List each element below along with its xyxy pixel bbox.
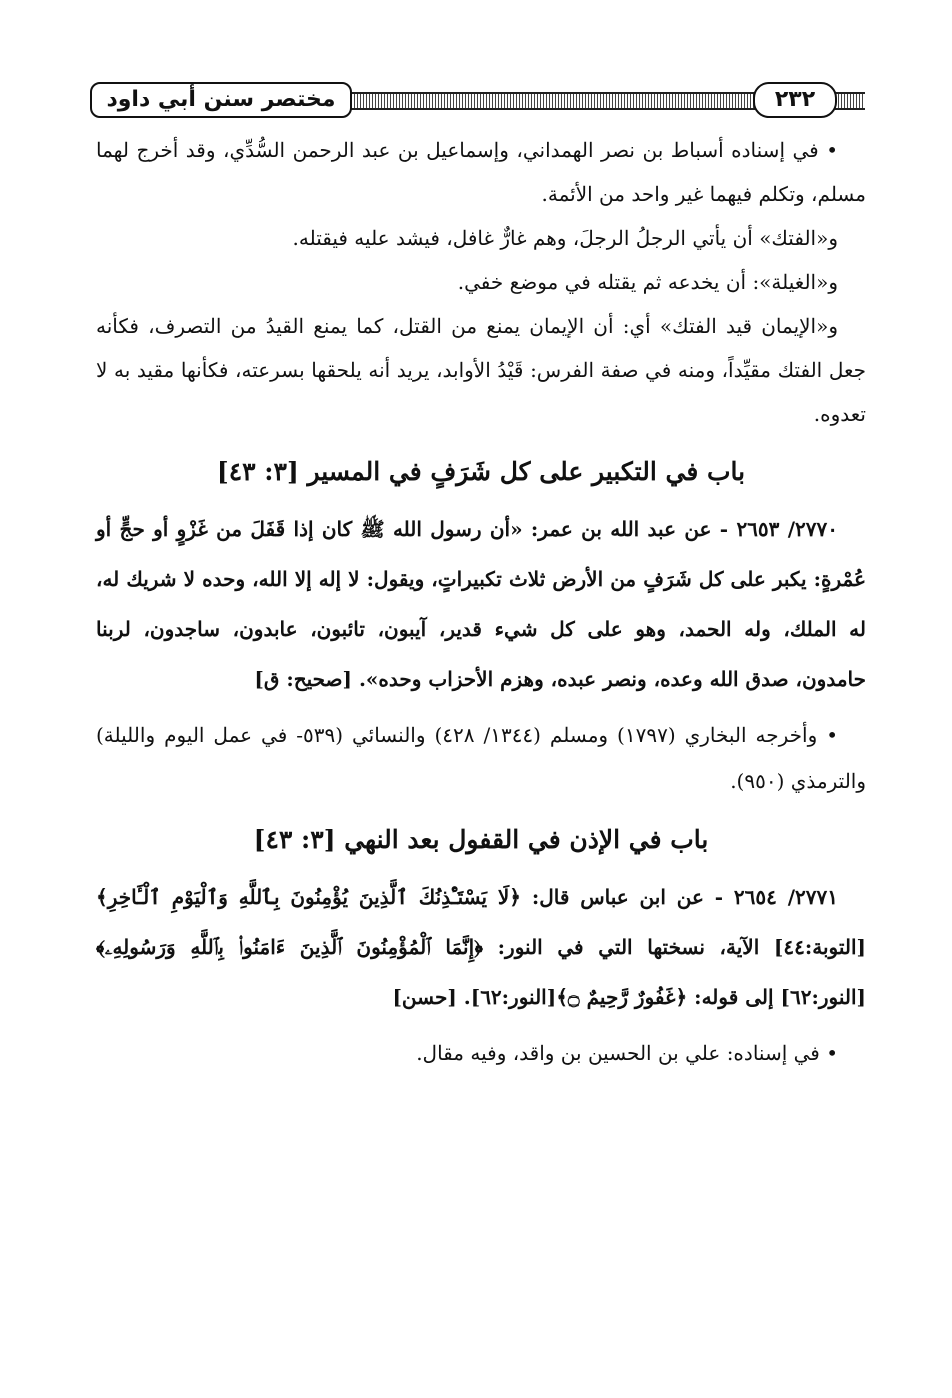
hadith-2770-takhrij: • وأخرجه البخاري (١٧٩٧) ومسلم (١٣٤٤/ ٤٢٨) والنسائي (٥٣٩- في عمل اليوم والليلة) والترمذي (٩٥٠). [96,723,866,793]
page-number: ٢٣٢ [753,82,837,118]
paragraph-isnad-note: • في إسناده أسباط بن نصر الهمداني، وإسماعيل بن عبد الرحمن السُّدِّي، وقد أخرج لهما مسلم، وتكلم فيهما غير واحد من الأئمة. [96,138,866,206]
page-body [96,128,866,1076]
chapter-heading-idhn: باب في الإذن في القفول بعد النهي [٣: ٤٣] [253,825,709,854]
hadith-2771-isnad-note: • في إسناده: علي بن الحسين بن واقد، وفيه مقال. [416,1041,838,1065]
hadith-2771: ٢٧٧١/ ٢٦٥٤ - عن ابن عباس قال: ﴿لَا يَسْتَـْٔذِنُكَ ٱلَّذِينَ يُؤْمِنُونَ بِٱللَّهِ وَٱلْيَوْمِ ٱلْـَٔاخِرِ﴾[التوبة:٤٤] الآية، نسختها التي في النور: ﴿إِنَّمَا ٱلْمُؤْمِنُونَ ٱلَّذِينَ ءَامَنُوا۟ بِٱللَّهِ وَرَسُولِهِۦ﴾[النور:٦٢] إلى قوله: ﴿غَفُورٌ رَّحِيمٌ ۝﴾[النور:٦٢]. [حسن] [96,885,866,1009]
book-title: مختصر سنن أبي داود [90,82,352,118]
chapter-heading-takbir: باب في التكبير على كل شَرَفٍ في المسير [٣: ٤٣] [216,457,746,486]
paragraph-iman-explanation: و«الإيمان قيد الفتك» أي: أن الإيمان يمنع من القتل، كما يمنع القيدُ من التصرف، فكأنه جعل الفتك مقيِّداً، ومنه في صفة الفرس: قَيْدُ الأوابد، يريد أنه يلحقها بسرعته، فكأنها مقيد به لا تعدوه. [96,314,866,426]
header-decorative-band-end [835,92,865,110]
page-header [90,82,865,120]
paragraph-fatk-definition: و«الفتك» أن يأتي الرجلُ الرجلَ، وهم غارٌّ غافل، فيشد عليه فيقتله. [292,226,838,250]
paragraph-ghila-definition: و«الغيلة»: أن يخدعه ثم يقتله في موضع خفي. [457,270,838,294]
header-decorative-band [345,92,757,110]
hadith-2770: ٢٧٧٠/ ٢٦٥٣ - عن عبد الله بن عمر: «أن رسول الله ﷺ كان إذا قَفَلَ من غَزْوٍ أو حجٍّ أو عُمْرةٍ: يكبر على كل شَرَفٍ من الأرض ثلاث تكبيراتٍ، ويقول: لا إله إلا الله، وحده لا شريك له، له الملك، وله الحمد، وهو على كل شيء قدير، آيبون، تائبون، عابدون، ساجدون، لربنا حامدون، صدق الله وعده، ونصر عبده، وهزم الأحزاب وحده». [صحيح: ق] [96,517,866,691]
